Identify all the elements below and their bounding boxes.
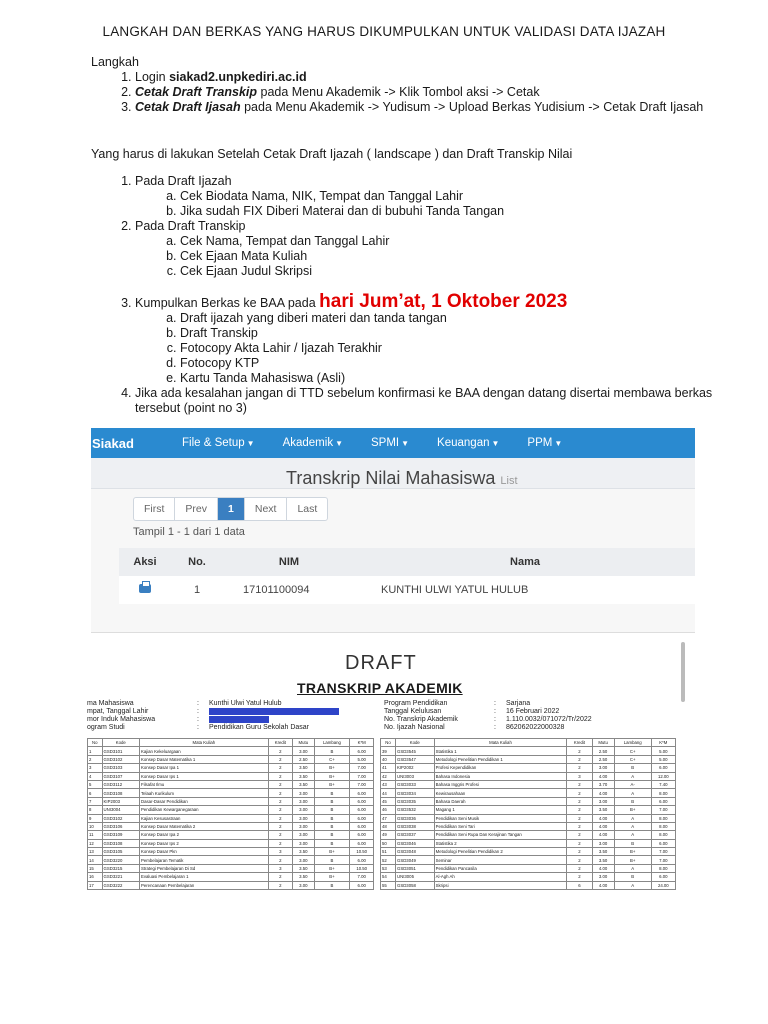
menu-file-setup[interactable]: File & Setup ▼ bbox=[182, 437, 255, 449]
deadline-highlight: hari Jum’at, 1 Oktober 2023 bbox=[319, 291, 568, 312]
grade-col-header: Kredit bbox=[567, 739, 592, 747]
grade-col-header: Kredit bbox=[268, 739, 292, 747]
task-item: 2. Pada Draft Transkip a. Cek Nama, Tempat dan Tanggal Lahir b. Cek Ejaan Mata Kuliah c. Cek Ejaan Judul Skripsi bbox=[135, 219, 735, 294]
grade-row: 14 GSD3220 Pembelajaran Tematik 2 3.00 B 6.00 bbox=[88, 856, 374, 864]
menu-keuangan[interactable]: Keuangan ▼ bbox=[437, 437, 500, 449]
subtask-item: c. Cek Ejaan Judul Skripsi bbox=[180, 264, 735, 279]
grade-row: 52 GSD3049 Seminar 2 3.50 B+ 7.00 bbox=[381, 856, 676, 864]
subtask-item: d. Fotocopy KTP bbox=[180, 356, 735, 371]
draft-transcript-screenshot bbox=[87, 642, 695, 920]
grade-col-header: Mutu bbox=[592, 739, 614, 747]
brand-logo[interactable]: Siakad bbox=[92, 435, 134, 451]
page-next-button[interactable]: Next bbox=[245, 498, 288, 520]
redacted-field bbox=[209, 708, 339, 715]
subtask-item: a. Cek Nama, Tempat dan Tanggal Lahir bbox=[180, 234, 735, 249]
grade-table-right bbox=[380, 738, 676, 890]
student-table bbox=[119, 548, 695, 604]
grade-row: 13 GSD3105 Konsep Dasar Pkn 3 3.50 B+ 10.50 bbox=[88, 848, 374, 856]
step-item: 3. Cetak Draft Ijasah pada Menu Akademik -> Yudisum -> Upload Berkas Yudisium -> Cetak Draft Ijasah bbox=[135, 100, 735, 115]
grade-col-no: No bbox=[88, 739, 103, 747]
step-item: 2. Cetak Draft Transkip pada Menu Akademik -> Klik Tombol aksi -> Cetak bbox=[135, 85, 735, 100]
grade-row: 39 GSD3545 Statistika 1 2 2.50 C+ 5.00 bbox=[381, 747, 676, 755]
grade-row: 8 UNI3004 Pendidikan Kewarganegaraan 2 3.00 B 6.00 bbox=[88, 806, 374, 814]
grade-row: 16 GSD3221 Evaluasi Pembelajaran 1 2 3.50 B+ 7.00 bbox=[88, 873, 374, 881]
menu-ppm[interactable]: PPM ▼ bbox=[527, 437, 563, 449]
pagination bbox=[133, 497, 328, 521]
scrollbar[interactable] bbox=[681, 642, 685, 702]
grade-row: 1 GSD3101 Kajian Kekeluargaan 2 3.00 B 6.00 bbox=[88, 747, 374, 755]
steps-list bbox=[91, 70, 735, 115]
grade-col-header: Mata Kuliah bbox=[140, 739, 269, 747]
draft-watermark: DRAFT bbox=[345, 652, 417, 674]
grade-row: 7 KIP2003 Dasar-Dasar Pendidikan 2 3.00 B 6.00 bbox=[88, 797, 374, 805]
subtask-item: b. Jika sudah FIX Diberi Materai dan di bubuhi Tanda Tangan bbox=[180, 204, 735, 219]
page-last-button[interactable]: Last bbox=[297, 503, 318, 515]
siakad-screenshot bbox=[91, 428, 695, 633]
menu-spmi[interactable]: SPMI ▼ bbox=[371, 437, 410, 449]
task-item: 3. Kumpulkan Berkas ke BAA pada hari Jum’at, 1 Oktober 2023 a. Draft ijazah yang diberi materi dan tanda tangan b. Draft Transkip c. Fotocopy Akta Lahir / Ijazah Terakhir d. Fotocopy KTP e. Kartu Tanda Mahasiswa (Asli) bbox=[135, 294, 735, 386]
table-row: 1 17101100094 KUNTHI ULWI YATUL HULUB bbox=[119, 576, 695, 604]
grade-row: 2 GSD3102 Konsep Dasar Matematika 1 2 2.50 C+ 5.00 bbox=[88, 755, 374, 763]
grade-row: 17 GSD3222 Perencanaan Pembelajaran 2 3.00 B 6.00 bbox=[88, 881, 374, 889]
grade-row: 44 GSD3034 Kewirausahaan 2 4.00 A 8.00 bbox=[381, 789, 676, 797]
grade-col-header: Lambang bbox=[314, 739, 350, 747]
grade-row: 40 GSD3547 Metodologi Penelitian Pendidikan 1 2 2.50 C+ 5.00 bbox=[381, 755, 676, 763]
grade-row: 51 GSD3048 Metodologi Penelitian Pendidikan 2 2 3.50 B+ 7.00 bbox=[381, 848, 676, 856]
subtask-item: a. Draft ijazah yang diberi materi dan tanda tangan bbox=[180, 311, 735, 326]
grade-row: 48 GSD3038 Pendidikan Seni Tari 2 4.00 A 8.00 bbox=[381, 822, 676, 830]
grade-col-header: Lambang bbox=[614, 739, 651, 747]
subtask-item: c. Fotocopy Akta Lahir / Ijazah Terakhir bbox=[180, 341, 735, 356]
grade-row: 10 GSD3106 Konsep Dasar Matematika 2 2 3.00 B 6.00 bbox=[88, 822, 374, 830]
print-icon[interactable] bbox=[139, 584, 151, 593]
transcript-title: TRANSKRIP AKADEMIK bbox=[297, 680, 463, 696]
grade-row: 43 GSD3033 Bahasa Inggris Profesi 2 3.70 A- 7.40 bbox=[381, 780, 676, 788]
subtask-item: b. Draft Transkip bbox=[180, 326, 735, 341]
grade-table-left bbox=[87, 738, 374, 890]
grade-row: 53 GSD3051 Pendidikan Pancasila 2 4.00 A 8.00 bbox=[381, 864, 676, 872]
step-item: 1. Login siakad2.unpkediri.ac.id bbox=[135, 70, 735, 85]
document-title: LANGKAH DAN BERKAS YANG HARUS DIKUMPULKAN UNTUK VALIDASI DATA IJAZAH bbox=[102, 24, 666, 39]
grade-row: 9 GSD3102 Kajian Kesusastraan 2 3.00 B 6.00 bbox=[88, 814, 374, 822]
page-1-button[interactable]: 1 bbox=[218, 498, 245, 520]
grade-col-header: K*M bbox=[350, 739, 374, 747]
grade-row: 47 GSD3036 Pendidikan Seni Musik 2 4.00 A 8.00 bbox=[381, 814, 676, 822]
navbar bbox=[91, 428, 695, 458]
grade-row: 5 GSD3112 Filsafat Ilmu 2 3.50 B+ 7.00 bbox=[88, 780, 374, 788]
program-meta: Program Pendidikan : Sarjana Tanggal Kelulusan : 16 Februari 2022 No. Transkrip Akademik : 1.110.0032/071072/Tr/2022 No. Ijazah Nasional : 862062022000328 bbox=[384, 700, 592, 731]
col-no: No. bbox=[171, 548, 223, 576]
intro-text: Yang harus di lakukan Setelah Cetak Draft Ijazah ( landscape ) dan Draft Transkip Nilai bbox=[91, 147, 573, 161]
grade-row: 11 GSD3109 Konsep Dasar Ipa 2 2 3.00 B 6.00 bbox=[88, 831, 374, 839]
siakad-link[interactable]: siakad2.unpkediri.ac.id bbox=[169, 70, 307, 84]
task-item: 1. Pada Draft Ijazah a. Cek Biodata Nama, NIK, Tempat dan Tanggal Lahir b. Jika sudah FIX Diberi Materai dan di bubuhi Tanda Tangan bbox=[135, 174, 735, 219]
menu-akademik[interactable]: Akademik ▼ bbox=[282, 437, 343, 449]
page-heading: Transkrip Nilai Mahasiswa List bbox=[286, 468, 518, 488]
grade-row: 49 GSD3037 Pendidikan Seni Rupa Dan Kerajinan Tangan 2 4.00 A 8.00 bbox=[381, 831, 676, 839]
task-item: 4. Jika ada kesalahan jangan di TTD sebelum konfirmasi ke BAA dengan datang disertai membawa berkas tersebut (point no 3) bbox=[135, 386, 735, 416]
subtask-item: e. Kartu Tanda Mahasiswa (Asli) bbox=[180, 371, 735, 386]
subtask-item: b. Cek Ejaan Mata Kuliah bbox=[180, 249, 735, 264]
grade-col-header: K*M bbox=[651, 739, 675, 747]
grade-row: 3 GSD3103 Konsep Dasar Ipa 1 2 3.50 B+ 7.00 bbox=[88, 764, 374, 772]
col-nama: Nama bbox=[355, 548, 695, 576]
grade-row: 45 GSD3035 Bahasa Daerah 2 3.00 B 6.00 bbox=[381, 797, 676, 805]
grade-col-header: Mata Kuliah bbox=[434, 739, 567, 747]
subtask-item: a. Cek Biodata Nama, NIK, Tempat dan Tanggal Lahir bbox=[180, 189, 735, 204]
col-nim: NIM bbox=[223, 548, 355, 576]
grade-row: 12 GSD3108 Konsep Dasar Ips 2 2 3.00 B 6.00 bbox=[88, 839, 374, 847]
redacted-field bbox=[209, 716, 269, 723]
grade-col-header: Kode bbox=[102, 739, 139, 747]
page-prev-button[interactable]: Prev bbox=[175, 498, 218, 520]
grade-row: 6 GSD3108 Telaah Kurikulum 2 3.00 B 6.00 bbox=[88, 789, 374, 797]
grade-row: 50 GSD3046 Statistika 2 2 3.00 B 6.00 bbox=[381, 839, 676, 847]
record-count: Tampil 1 - 1 dari 1 data bbox=[133, 526, 245, 538]
grade-row: 4 GSD3107 Konsep Dasar Ips 1 2 3.50 B+ 7.00 bbox=[88, 772, 374, 780]
tasks-list bbox=[91, 174, 735, 416]
steps-label: Langkah bbox=[91, 55, 139, 69]
student-meta: ma Mahasiswa : Kunthi Ulwi Yatul Hulub mpat, Tanggal Lahir : mor Induk Mahasiswa : ogram Studi : Pendidikan Guru Sekolah Dasar bbox=[87, 700, 377, 732]
grade-col-header: Kode bbox=[396, 739, 435, 747]
grade-row: 54 UNI3005 Al-Agh Ah 2 3.00 B 6.00 bbox=[381, 873, 676, 881]
grade-row: 42 UNI3003 Bahasa Indonesia 3 4.00 A 12.00 bbox=[381, 772, 676, 780]
grade-row: 15 GSD3215 Strategi Pembelajaran Di Sd 3 3.50 B+ 10.50 bbox=[88, 864, 374, 872]
page-first-button[interactable]: First bbox=[134, 498, 175, 520]
grade-col-no: No bbox=[381, 739, 396, 747]
grade-row: 41 KIP2002 Profesi Kependidikan 2 3.00 B 6.00 bbox=[381, 764, 676, 772]
col-aksi: Aksi bbox=[119, 548, 171, 576]
grade-row: 46 GSD3532 Magang 1 2 3.50 B+ 7.00 bbox=[381, 806, 676, 814]
grade-row: 55 GSD3058 Skripsi 6 4.00 A 24.00 bbox=[381, 881, 676, 889]
grade-col-header: Mutu bbox=[293, 739, 315, 747]
